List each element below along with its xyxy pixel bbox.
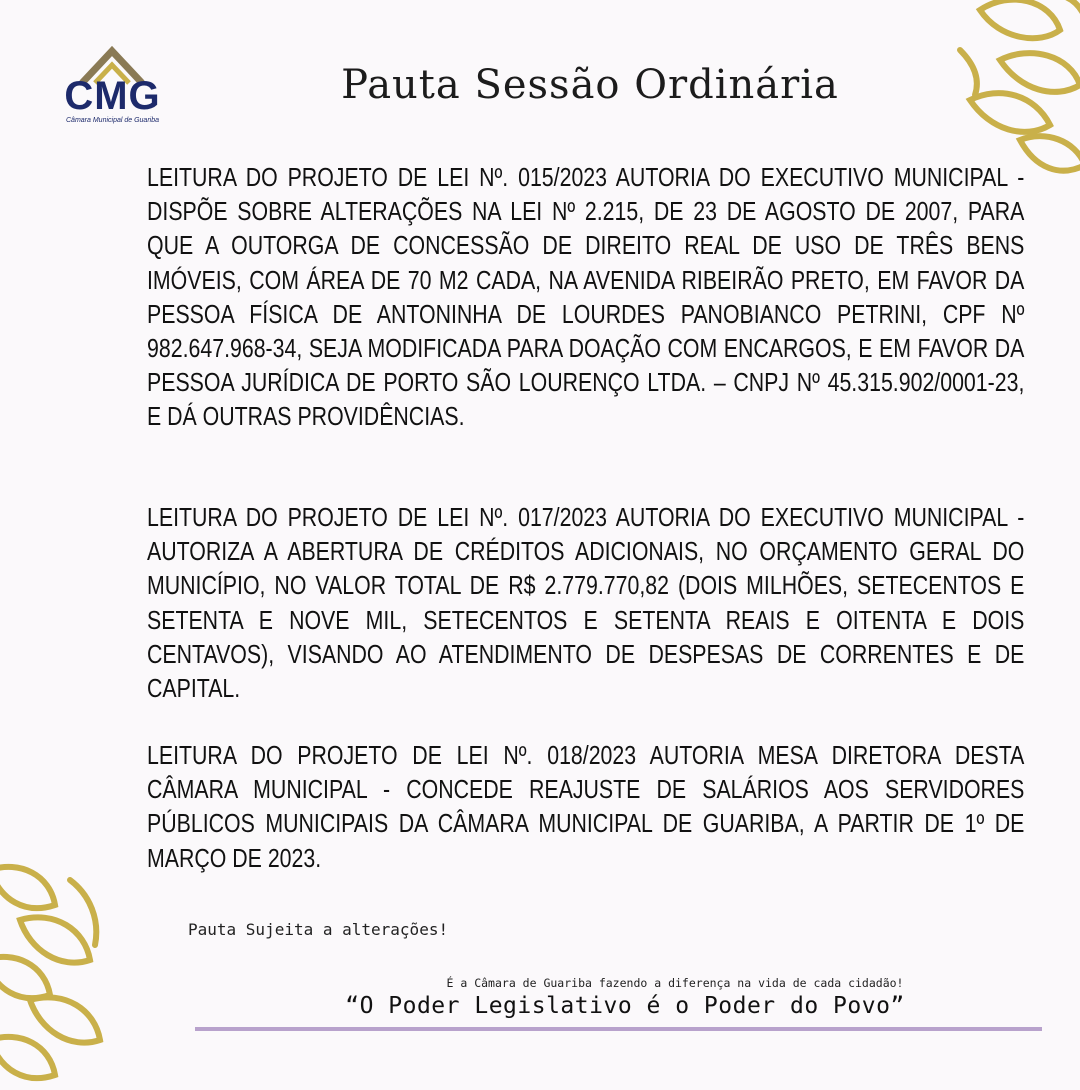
leaf-ornament-icon (940, 0, 1080, 180)
agenda-item (147, 160, 1025, 466)
leaf-ornament-icon (0, 850, 120, 1090)
motto: “O Poder Legislativo é o Poder do Povo” (345, 993, 905, 1019)
agenda-item (147, 738, 1025, 873)
logo-letters: CMG (64, 74, 161, 118)
agenda-list (147, 160, 1025, 876)
cmg-logo (55, 45, 170, 125)
divider (195, 1027, 1042, 1031)
slogan: É a Câmara de Guariba fazendo a diferença na vida de cada cidadão! (446, 976, 904, 990)
agenda-item (147, 500, 1025, 704)
logo-subtitle: Câmara Municipal de Guariba (66, 117, 159, 124)
agenda-disclaimer: Pauta Sujeita a alterações! (188, 920, 449, 939)
page-title: Pauta Sessão Ordinária (341, 62, 839, 108)
agenda-item-text: LEITURA DO PROJETO DE LEI Nº. 015/2023 AUTORIA DO EXECUTIVO MUNICIPAL - DISPÕE SOBRE ALTERAÇÕES NA LEI Nº 2.215, DE 23 DE AGOSTO DE 2007, PARA QUE A OUTORGA DE CONCESSÃO DE DIREITO REAL DE USO DE TRÊS BENS IMÓVEIS, COM ÁREA DE 70 M2 CADA, NA AVENIDA RIBEIRÃO PRETO, EM FAVOR DA PESSOA FÍSICA DE ANTONINHA DE LOURDES PANOBIANCO PETRINI, CPF Nº 982.647.968-34, SEJA MODIFICADA PARA DOAÇÃO COM ENCARGOS, E EM FAVOR DA PESSOA JURÍDICA DE PORTO SÃO LOURENÇO LTDA. – CNPJ Nº 45.315.902/0001-23, E DÁ OUTRAS PROVIDÊNCIAS. (147, 162, 1025, 432)
agenda-item-text: LEITURA DO PROJETO DE LEI Nº. 017/2023 AUTORIA DO EXECUTIVO MUNICIPAL - AUTORIZA A ABERTURA DE CRÉDITOS ADICIONAIS, NO ORÇAMENTO GERAL DO MUNICÍPIO, NO VALOR TOTAL DE R$ 2.779.770,82 (DOIS MILHÕES, SETECENTOS E SETENTA E NOVE MIL, SETECENTOS E SETENTA REAIS E OITENTA E DOIS CENTAVOS), VISANDO AO ATENDIMENTO DE DESPESAS DE CORRENTES E DE CAPITAL. (147, 502, 1025, 704)
agenda-item-text: LEITURA DO PROJETO DE LEI Nº. 018/2023 AUTORIA MESA DIRETORA DESTA CÂMARA MUNICIPAL - CONCEDE REAJUSTE DE SALÁRIOS AOS SERVIDORES PÚBLICOS MUNICIPAIS DA CÂMARA MUNICIPAL DE GUARIBA, A PARTIR DE 1º DE MARÇO DE 2023. (147, 740, 1025, 873)
